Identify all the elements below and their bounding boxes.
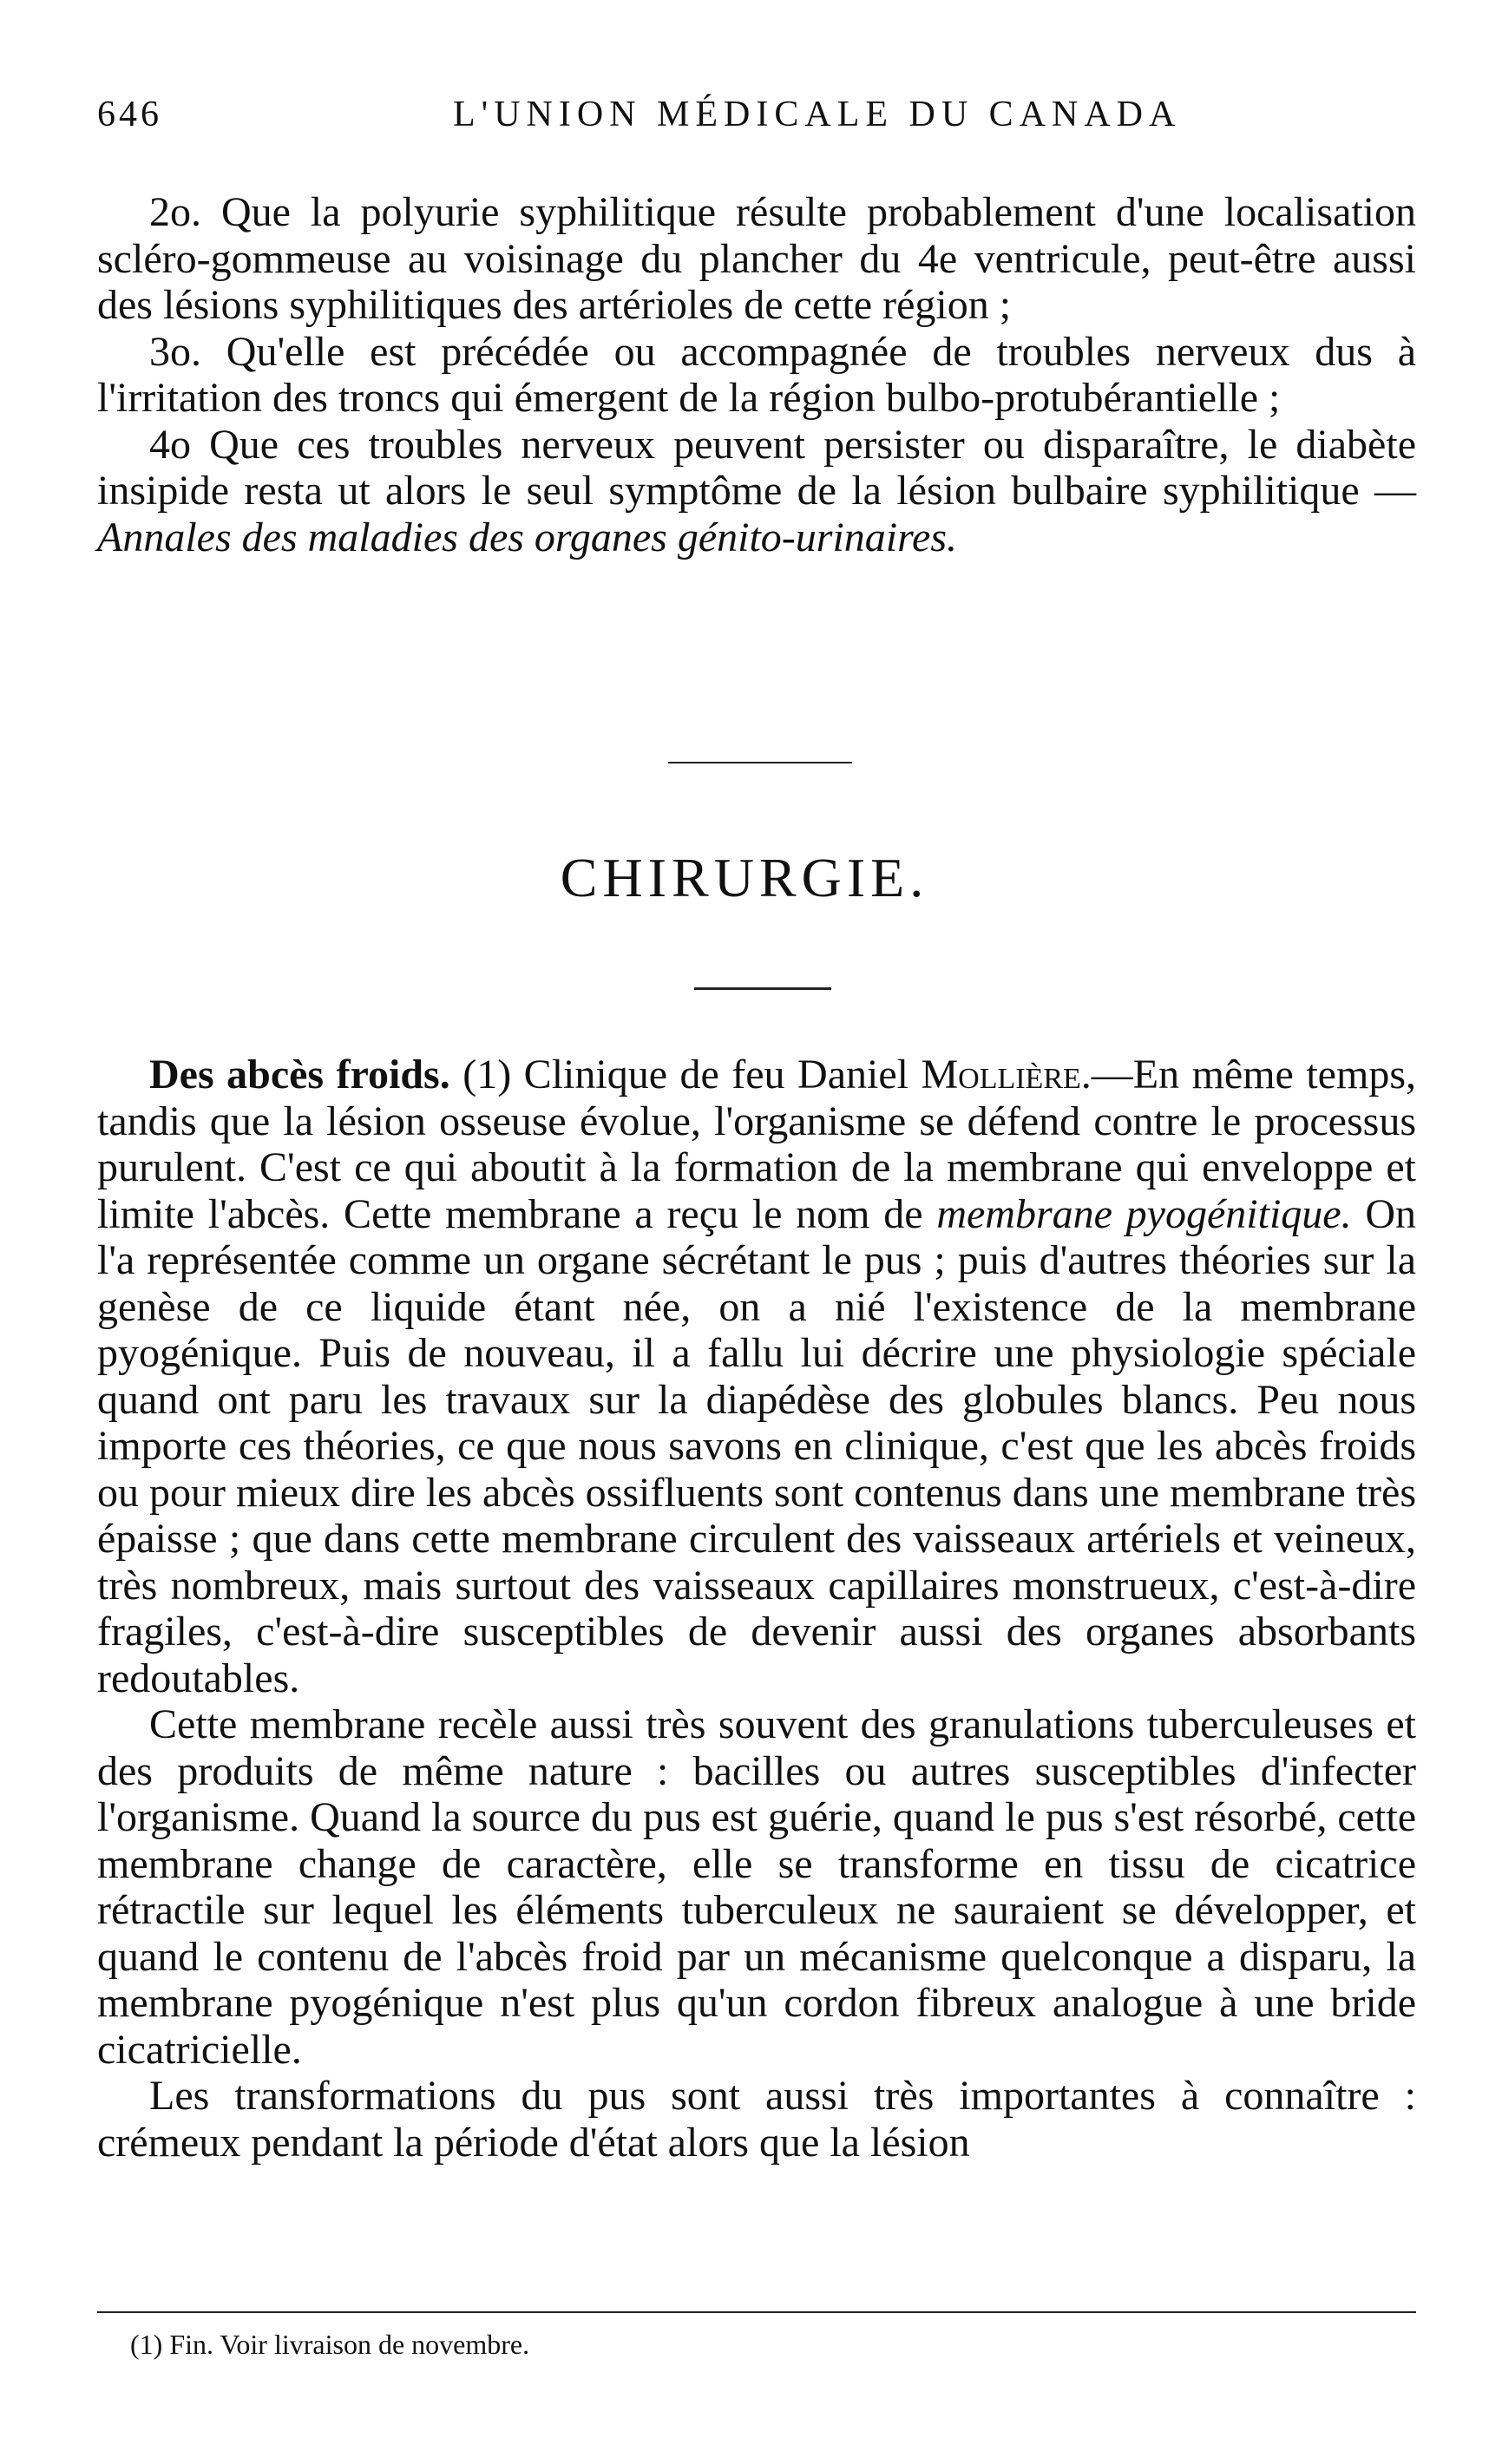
author-name: Mollière. xyxy=(921,1052,1092,1098)
footnote-rule xyxy=(97,2311,1416,2313)
emphasized-term: membrane pyogénitique. xyxy=(936,1190,1352,1237)
paragraph-4o xyxy=(97,422,1416,561)
paragraph-4o-text: 4o Que ces troubles nerveux peuvent persister ou disparaître, le diabète insipide resta ut alors le seul symptôme de la lésion bulbaire syphilitique — xyxy=(97,421,1416,514)
footnote-marker: (1) xyxy=(462,1052,512,1098)
article-title: Des abcès froids. xyxy=(149,1052,450,1098)
article-paragraph-1 xyxy=(97,1052,1416,1701)
article-paragraph-2: Cette membrane recèle aussi très souvent des granulations tuberculeuses et des produits de même nature : bacilles ou autres susceptibles d'infecter l'organisme. Quand la source du pus est guérie, quand le pus s'est résorbé, cette membrane change de caractère, elle se transforme en tissu de cicatrice rétractile sur lequel les éléments tuberculeux ne sauraient se développer, et quand le contenu de l'abcès froid par un mécanisme quelconque a disparu, la membrane pyogénique n'est plus qu'un cordon fibreux analogue à une bride cicatricielle. xyxy=(97,1701,1416,2073)
continuation-text xyxy=(97,189,1416,560)
paragraph-2o: 2o. Que la polyurie syphilitique résulte probablement d'une localisation scléro-gommeuse au voisinage du plancher du 4e ventricule, peut-être aussi des lésions syphilitiques des artérioles de cette région ; xyxy=(97,189,1416,328)
source-citation: Annales des maladies des organes génito-urinaires. xyxy=(97,514,958,560)
section-divider xyxy=(668,762,852,763)
footnote: (1) Fin. Voir livraison de novembre. xyxy=(130,2329,530,2360)
article-text xyxy=(97,1052,1416,2166)
journal-title: L'UNION MÉDICALE DU CANADA xyxy=(453,95,1182,134)
section-heading: CHIRURGIE. xyxy=(560,847,929,908)
article-paragraph-3: Les transformations du pus sont aussi très importantes à connaître : crémeux pendant la période d'état alors que la lésion xyxy=(97,2073,1416,2166)
paragraph-3o: 3o. Qu'elle est précédée ou accompagnée de troubles nerveux dus à l'irritation des troncs qui émergent de la région bulbo-protubérantielle ; xyxy=(97,328,1416,421)
page-number: 646 xyxy=(97,95,162,134)
article-paragraph-1-part-a: —En même temps, tandis que la lésion osseuse évolue, l'organisme se défend contre le processus purulent. C'est ce qui aboutit à la formation de la membrane qui enveloppe et limite l'abcès. Cette membrane a reçu le nom de xyxy=(97,1052,1417,1237)
article-paragraph-1-part-b: On l'a représentée comme un organe sécrétant le pus ; puis d'autres théories sur la genèse de ce liquide étant née, on a nié l'existence de la membrane pyogénique. Puis de nouveau, il a fallu lui décrire une physiologie spéciale quand ont paru les travaux sur la diapédèse des globules blancs. Peu nous importe ces théories, ce que nous savons en clinique, c'est que les abcès froids ou pour mieux dire les abcès ossifluents sont contenus dans une membrane très épaisse ; que dans cette membrane circulent des vaisseaux artériels et veineux, très nombreux, mais surtout des vaisseaux capillaires monstrueux, c'est-à-dire fragiles, c'est-à-dire susceptibles de devenir aussi des organes absorbants redoutables. xyxy=(97,1190,1417,1701)
heading-underline xyxy=(694,987,831,990)
running-header xyxy=(97,94,1416,146)
article-intro: Clinique de feu Daniel xyxy=(523,1052,908,1098)
